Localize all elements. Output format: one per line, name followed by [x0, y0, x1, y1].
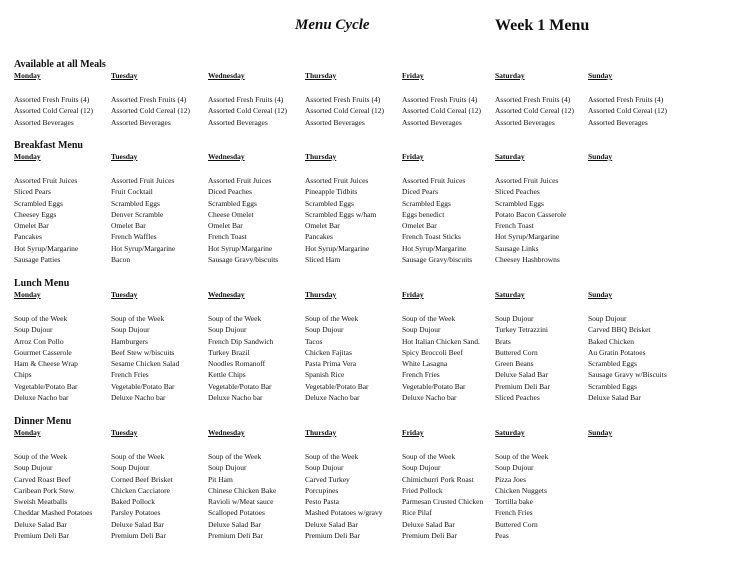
- day-column-thursday: [305, 94, 401, 128]
- menu-item: Soup Dujour: [14, 463, 53, 473]
- menu-item: Cheesey Hashbrowns: [495, 255, 560, 265]
- day-header-tuesday: Tuesday: [111, 428, 138, 437]
- menu-item: Soup of the Week: [305, 452, 359, 461]
- day-header-friday: Friday: [402, 152, 424, 161]
- menu-item: Premium Deli Bar: [111, 531, 166, 541]
- day-column-monday: [14, 175, 110, 265]
- menu-item: Assorted Cold Cereal (12): [111, 106, 190, 116]
- menu-item: Soup Dujour: [588, 314, 627, 323]
- day-header-thursday: Thursday: [305, 152, 337, 161]
- menu-item: Soup of the Week: [305, 314, 359, 323]
- menu-item: Sausage Patties: [14, 255, 61, 265]
- day-column-wednesday: [208, 313, 304, 403]
- menu-item: Hot Syrup/Margarine: [305, 243, 370, 253]
- menu-item: Turkey Tetrazzini: [495, 325, 549, 335]
- menu-item: Hot Italian Chicken Sand.: [402, 336, 480, 346]
- menu-item: Scrambled Eggs: [588, 381, 637, 391]
- menu-item: Tortilla bake: [495, 497, 534, 507]
- day-header-saturday: Saturday: [495, 428, 525, 437]
- menu-item: Buttered Corn: [495, 519, 538, 529]
- menu-item: Assorted Fresh Fruits (4): [14, 95, 90, 104]
- menu-item: Brats: [495, 336, 511, 346]
- menu-item: Assorted Fresh Fruits (4): [305, 95, 381, 104]
- menu-item: Soup Dujour: [208, 463, 247, 473]
- menu-item: Spanish Rice: [305, 370, 345, 380]
- menu-item: Caribean Pork Stew: [14, 485, 74, 495]
- menu-item: Soup Dujour: [14, 325, 53, 335]
- menu-item: Vegetable/Potato Bar: [305, 381, 369, 391]
- menu-item: Premium Deli Bar: [402, 531, 457, 541]
- day-column-friday: [402, 451, 498, 541]
- day-column-monday: [14, 94, 110, 128]
- day-header-tuesday: Tuesday: [111, 290, 138, 299]
- menu-item: Assorted Fruit Juices: [305, 176, 369, 185]
- menu-item: Assorted Beverages: [305, 117, 365, 127]
- menu-item: Premium Deli Bar: [208, 531, 263, 541]
- menu-item: Scrambled Eggs: [111, 198, 160, 208]
- menu-item: Assorted Cold Cereal (12): [588, 106, 667, 116]
- day-header-saturday: Saturday: [495, 71, 525, 80]
- menu-item: Deluxe Salad Bar: [588, 393, 641, 403]
- day-header-monday: Monday: [14, 71, 41, 80]
- menu-item: Scalloped Potatoes: [208, 508, 265, 518]
- menu-item: Scrambled Eggs: [402, 198, 451, 208]
- menu-item: Soup of the Week: [111, 452, 165, 461]
- menu-item: Assorted Fruit Juices: [111, 176, 175, 185]
- day-header-thursday: Thursday: [305, 428, 337, 437]
- menu-cycle-title: Menu Cycle: [295, 17, 370, 33]
- menu-item: Peas: [495, 531, 509, 541]
- day-header-sunday: Sunday: [588, 152, 613, 161]
- menu-item: Denver Scramble: [111, 209, 164, 219]
- menu-item: Assorted Fruit Juices: [495, 176, 559, 185]
- menu-item: Hot Syrup/Margarine: [402, 243, 467, 253]
- day-header-monday: Monday: [14, 152, 41, 161]
- menu-item: Deluxe Salad Bar: [495, 370, 548, 380]
- day-column-thursday: [305, 313, 401, 403]
- menu-item: Ravioli w/Meat sauce: [208, 497, 274, 507]
- menu-item: Soup Dujour: [495, 314, 534, 323]
- menu-item: Deluxe Salad Bar: [111, 519, 164, 529]
- menu-item: Assorted Fresh Fruits (4): [402, 95, 478, 104]
- day-column-thursday: [305, 175, 401, 265]
- menu-item: Premium Deli Bar: [305, 531, 360, 541]
- menu-item: Soup of the Week: [14, 452, 68, 461]
- menu-item: Soup of the Week: [495, 452, 549, 461]
- menu-item: Carved Turkey: [305, 474, 350, 484]
- menu-item: Assorted Fruit Juices: [402, 176, 466, 185]
- menu-item: Pit Ham: [208, 474, 233, 484]
- menu-item: French Waffles: [111, 232, 157, 242]
- menu-item: Assorted Cold Cereal (12): [402, 106, 481, 116]
- day-header-friday: Friday: [402, 428, 424, 437]
- menu-item: Pasta Prima Vera: [305, 359, 357, 369]
- menu-item: Soup Dujour: [305, 325, 344, 335]
- menu-item: Corned Beef Brisket: [111, 474, 173, 484]
- menu-item: Deluxe Salad Bar: [305, 519, 358, 529]
- menu-item: Arroz Con Pollo: [14, 336, 64, 346]
- menu-item: Chicken Cacciatore: [111, 485, 170, 495]
- section-title: Lunch Menu: [14, 278, 70, 289]
- menu-item: Deluxe Salad Bar: [208, 519, 261, 529]
- menu-item: French Toast: [208, 232, 247, 242]
- menu-item: Sliced Peaches: [495, 187, 540, 197]
- menu-item: Sliced Ham: [305, 255, 341, 265]
- day-header-thursday: Thursday: [305, 290, 337, 299]
- menu-item: Deluxe Nacho bar: [402, 393, 457, 403]
- menu-item: Soup of the Week: [402, 314, 456, 323]
- menu-item: Baked Chicken: [588, 336, 635, 346]
- menu-item: Assorted Beverages: [111, 117, 171, 127]
- menu-item: Pizza Joes: [495, 474, 527, 484]
- menu-item: Pancakes: [305, 232, 333, 242]
- menu-item: Assorted Beverages: [402, 117, 462, 127]
- menu-item: Spicy Broccoli Beef: [402, 347, 463, 357]
- day-header-friday: Friday: [402, 290, 424, 299]
- day-column-saturday: [495, 94, 591, 128]
- menu-item: Ham & Cheese Wrap: [14, 359, 78, 369]
- menu-item: Hot Syrup/Margarine: [208, 243, 273, 253]
- day-column-tuesday: [111, 451, 207, 541]
- day-header-tuesday: Tuesday: [111, 152, 138, 161]
- menu-item: Rice Pilaf: [402, 508, 432, 518]
- menu-item: Soup of the Week: [111, 314, 165, 323]
- menu-item: Soup Dujour: [208, 325, 247, 335]
- menu-item: Green Beans: [495, 359, 534, 369]
- menu-item: Soup Dujour: [402, 325, 441, 335]
- day-column-monday: [14, 313, 110, 403]
- day-header-monday: Monday: [14, 428, 41, 437]
- day-column-tuesday: [111, 175, 207, 265]
- menu-item: Beef Stew w/biscuits: [111, 347, 175, 357]
- menu-item: Soup of the Week: [208, 452, 262, 461]
- day-column-saturday: [495, 451, 591, 541]
- menu-item: Hot Syrup/Margarine: [111, 243, 176, 253]
- day-header-monday: Monday: [14, 290, 41, 299]
- day-column-sunday: [588, 313, 684, 403]
- menu-item: Vegetable/Potato Bar: [111, 381, 175, 391]
- day-header-tuesday: Tuesday: [111, 71, 138, 80]
- menu-item: Premium Deli Bar: [495, 381, 550, 391]
- day-header-saturday: Saturday: [495, 290, 525, 299]
- menu-item: Soup of the Week: [208, 314, 262, 323]
- menu-item: Deluxe Nacho bar: [208, 393, 263, 403]
- menu-item: Sausage Links: [495, 243, 539, 253]
- menu-item: Scrambled Eggs: [208, 198, 257, 208]
- menu-item: Gourmet Casserole: [14, 347, 72, 357]
- menu-item: Sweish Meatballs: [14, 497, 68, 507]
- menu-item: Omelet Bar: [208, 221, 243, 231]
- day-column-saturday: [495, 175, 591, 265]
- week-title: Week 1 Menu: [495, 17, 590, 34]
- menu-item: Assorted Fresh Fruits (4): [495, 95, 571, 104]
- menu-item: Chimichurri Pork Roast: [402, 474, 474, 484]
- menu-item: Turkey Brazil: [208, 347, 250, 357]
- menu-item: French Fries: [111, 370, 149, 380]
- day-header-wednesday: Wednesday: [208, 152, 245, 161]
- menu-item: Diced Peaches: [208, 187, 252, 197]
- menu-item: White Lasagna: [402, 359, 448, 369]
- menu-item: Scrambled Eggs: [588, 359, 637, 369]
- menu-item: Cheesey Eggs: [14, 209, 57, 219]
- day-column-sunday: [588, 94, 684, 128]
- menu-item: French Toast: [495, 221, 534, 231]
- menu-item: Deluxe Nacho bar: [14, 393, 69, 403]
- menu-item: Omelet Bar: [111, 221, 146, 231]
- menu-item: Parmesan Crusted Chicken: [402, 497, 484, 507]
- menu-item: Sausage Gravy/biscuits: [402, 255, 473, 265]
- menu-item: Scrambled Eggs: [305, 198, 354, 208]
- day-header-sunday: Sunday: [588, 428, 613, 437]
- menu-item: Pineapple Tidbits: [305, 187, 358, 197]
- menu-item: Assorted Cold Cereal (12): [208, 106, 287, 116]
- menu-item: Deluxe Nacho bar: [305, 393, 360, 403]
- menu-item: Deluxe Salad Bar: [14, 519, 67, 529]
- menu-item: Assorted Fruit Juices: [208, 176, 272, 185]
- menu-item: Porcupines: [305, 485, 339, 495]
- menu-item: Assorted Cold Cereal (12): [305, 106, 384, 116]
- day-column-saturday: [495, 313, 591, 403]
- menu-item: Chicken Fajitas: [305, 347, 352, 357]
- day-header-saturday: Saturday: [495, 152, 525, 161]
- menu-item: Omelet Bar: [402, 221, 437, 231]
- menu-item: Sliced Pears: [14, 187, 51, 197]
- day-header-thursday: Thursday: [305, 71, 337, 80]
- menu-item: Assorted Cold Cereal (12): [495, 106, 574, 116]
- menu-item: Parsley Potatoes: [111, 508, 161, 518]
- day-column-friday: [402, 94, 498, 128]
- menu-item: Omelet Bar: [305, 221, 340, 231]
- day-column-tuesday: [111, 313, 207, 403]
- menu-item: Assorted Beverages: [14, 117, 74, 127]
- day-column-tuesday: [111, 94, 207, 128]
- menu-item: French Fries: [495, 508, 533, 518]
- menu-item: Assorted Beverages: [208, 117, 268, 127]
- day-header-sunday: Sunday: [588, 290, 613, 299]
- day-header-sunday: Sunday: [588, 71, 613, 80]
- menu-item: Au Gratin Potatoes: [588, 347, 646, 357]
- menu-item: Chicken Nuggets: [495, 485, 547, 495]
- menu-item: Assorted Fresh Fruits (4): [111, 95, 187, 104]
- menu-item: Sausage Gravy w/Biscuits: [588, 370, 667, 380]
- menu-item: Chips: [14, 370, 32, 380]
- menu-item: Sliced Peaches: [495, 393, 540, 403]
- day-header-friday: Friday: [402, 71, 424, 80]
- menu-item: Diced Pears: [402, 187, 439, 197]
- day-header-wednesday: Wednesday: [208, 428, 245, 437]
- menu-item: Sesame Chicken Salad: [111, 359, 180, 369]
- menu-item: Vegetable/Potato Bar: [402, 381, 466, 391]
- menu-item: Assorted Beverages: [495, 117, 555, 127]
- menu-item: Cheddar Mashed Potatoes: [14, 508, 93, 518]
- menu-item: Soup of the Week: [14, 314, 68, 323]
- day-column-wednesday: [208, 175, 304, 265]
- menu-item: Baked Pollock: [111, 497, 155, 507]
- day-column-friday: [402, 313, 498, 403]
- day-column-wednesday: [208, 451, 304, 541]
- menu-item: Premium Deli Bar: [14, 531, 69, 541]
- menu-item: Potato Bacon Casserole: [495, 209, 567, 219]
- day-column-monday: [14, 451, 110, 541]
- menu-item: Assorted Cold Cereal (12): [14, 106, 93, 116]
- menu-item: French Toast Sticks: [402, 232, 461, 242]
- menu-item: Buttered Corn: [495, 347, 538, 357]
- menu-item: Bacon: [111, 255, 131, 265]
- menu-item: Noodles Romanoff: [208, 359, 266, 369]
- menu-item: Mashed Potatoes w/gravy: [305, 508, 383, 518]
- menu-item: Pancakes: [14, 232, 42, 242]
- menu-item: Pesto Pasta: [305, 497, 339, 507]
- menu-item: Hot Syrup/Margarine: [14, 243, 79, 253]
- menu-item: Deluxe Salad Bar: [402, 519, 455, 529]
- menu-item: Soup Dujour: [305, 463, 344, 473]
- menu-item: Scrambled Eggs w/ham: [305, 209, 377, 219]
- day-column-thursday: [305, 451, 401, 541]
- menu-item: Deluxe Nacho bar: [111, 393, 166, 403]
- menu-item: Assorted Fresh Fruits (4): [208, 95, 284, 104]
- day-header-wednesday: Wednesday: [208, 71, 245, 80]
- menu-item: Assorted Fresh Fruits (4): [588, 95, 664, 104]
- menu-item: Scrambled Eggs: [495, 198, 544, 208]
- menu-item: Fried Pollock: [402, 485, 443, 495]
- menu-item: Fruit Cocktail: [111, 187, 153, 197]
- menu-item: Omelet Bar: [14, 221, 49, 231]
- menu-item: Soup Dujour: [111, 463, 150, 473]
- menu-item: Vegetable/Potato Bar: [208, 381, 272, 391]
- menu-item: Soup of the Week: [402, 452, 456, 461]
- menu-item: Vegetable/Potato Bar: [14, 381, 78, 391]
- menu-item: Carved Roast Beef: [14, 474, 71, 484]
- section-title: Dinner Menu: [14, 416, 72, 427]
- menu-item: Assorted Beverages: [588, 117, 648, 127]
- menu-item: French Dip Sandwich: [208, 336, 274, 346]
- menu-item: Kettle Chips: [208, 370, 246, 380]
- menu-item: Cheese Omelet: [208, 209, 254, 219]
- menu-item: Assorted Fruit Juices: [14, 176, 78, 185]
- menu-item: Carved BBQ Brisket: [588, 325, 651, 335]
- menu-item: Soup Dujour: [402, 463, 441, 473]
- menu-item: Hamburgers: [111, 336, 148, 346]
- menu-item: Tacos: [305, 336, 323, 346]
- menu-item: Soup Dujour: [495, 463, 534, 473]
- menu-item: Scrambled Eggs: [14, 198, 63, 208]
- menu-item: Sausage Gravy/biscuits: [208, 255, 279, 265]
- menu-item: Soup Dujour: [111, 325, 150, 335]
- section-title: Breakfast Menu: [14, 140, 83, 151]
- section-title: Available at all Meals: [14, 59, 106, 70]
- day-column-wednesday: [208, 94, 304, 128]
- day-header-wednesday: Wednesday: [208, 290, 245, 299]
- menu-item: Hot Syrup/Margarine: [495, 232, 560, 242]
- menu-item: Chinese Chicken Bake: [208, 485, 277, 495]
- menu-item: French Fries: [402, 370, 440, 380]
- day-column-friday: [402, 175, 498, 265]
- menu-item: Eggs benedict: [402, 209, 445, 219]
